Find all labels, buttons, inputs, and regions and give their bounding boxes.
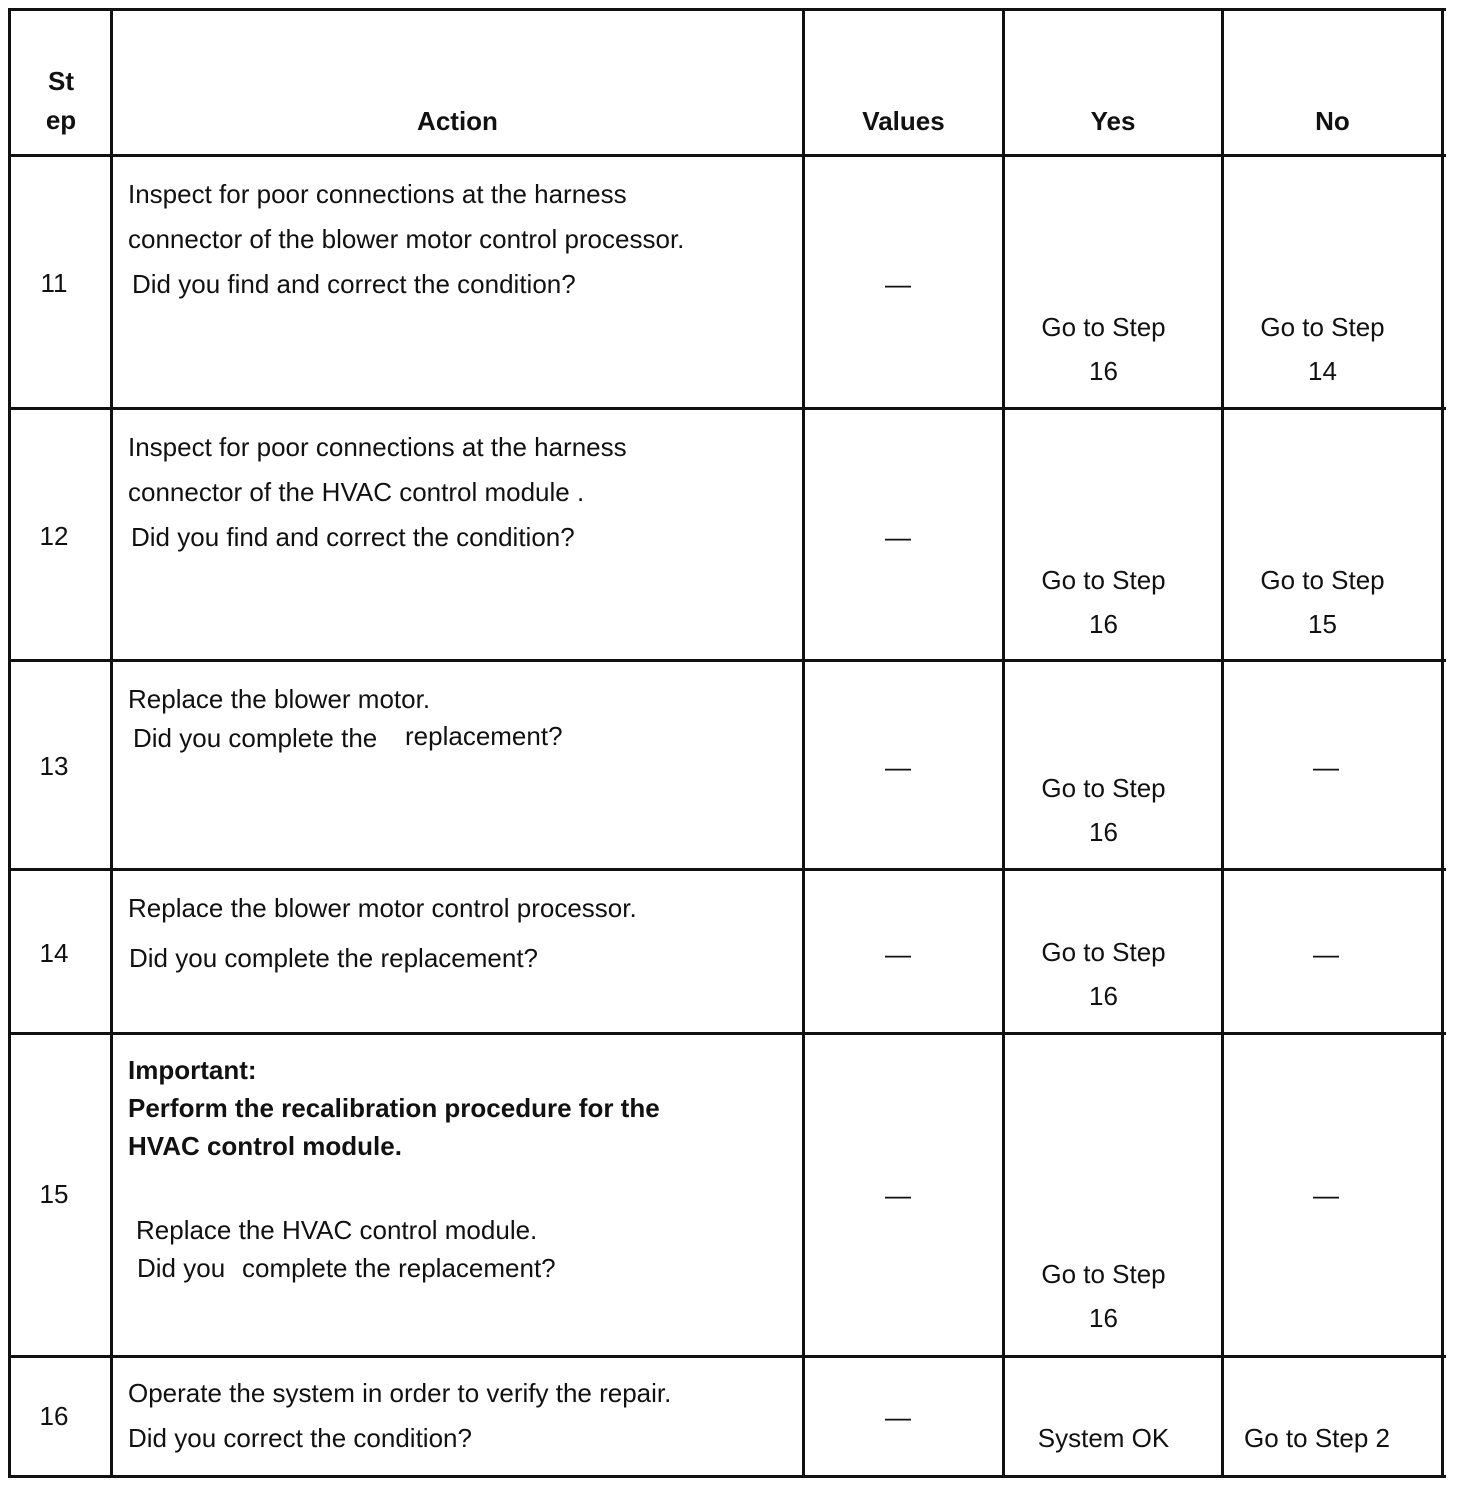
step-number: 13 <box>39 751 69 781</box>
yes-cell <box>1005 565 1202 639</box>
step-number: 16 <box>39 1401 69 1431</box>
important-text: Perform the recalibration procedure for the <box>128 1093 660 1123</box>
header-no: No <box>1315 106 1350 136</box>
yes-line: Go to Step <box>1041 937 1166 967</box>
no-cell <box>1224 565 1421 639</box>
grid-line <box>8 1032 1446 1035</box>
step-number: 11 <box>40 268 68 298</box>
header-values: Values <box>862 106 945 136</box>
important-label: Important: <box>128 1055 257 1085</box>
action-line: Replace the blower motor. <box>128 684 431 714</box>
action-line: complete the replacement? <box>242 1253 556 1283</box>
header-yes: Yes <box>1090 106 1136 136</box>
grid-line <box>1221 8 1224 1478</box>
yes-line: 16 <box>1089 356 1118 386</box>
yes-cell <box>1005 1259 1202 1333</box>
grid-line <box>1002 8 1005 1478</box>
action-line: Replace the blower motor control processor. <box>128 893 637 923</box>
action-line: Did you complete the replacement? <box>129 943 539 973</box>
action-line: Did you find and correct the condition? <box>132 269 576 299</box>
grid-line <box>1441 8 1444 1478</box>
grid-line <box>8 1475 1446 1478</box>
yes-line: 16 <box>1089 817 1118 847</box>
header-action: Action <box>417 106 498 136</box>
header-step <box>12 66 110 135</box>
action-line: Replace the HVAC control module. <box>136 1215 538 1245</box>
step-number: 14 <box>39 938 69 968</box>
action-line: Did you correct the condition? <box>128 1423 472 1453</box>
action-line: connector of the blower motor control processor. <box>128 224 685 254</box>
header-step-line2: ep <box>45 105 77 135</box>
yes-line: 16 <box>1089 609 1118 639</box>
yes-line: 16 <box>1089 981 1118 1011</box>
grid-line <box>8 659 1446 662</box>
yes-cell: System OK <box>1037 1423 1170 1453</box>
no-line: 15 <box>1308 609 1337 639</box>
no-cell: Go to Step 2 <box>1244 1423 1390 1453</box>
yes-line: Go to Step <box>1041 1259 1166 1289</box>
values-cell: — <box>885 752 911 782</box>
no-line: Go to Step <box>1260 565 1385 595</box>
yes-cell <box>1005 773 1202 847</box>
header-step-line1: St <box>48 66 74 96</box>
values-cell: — <box>885 522 911 552</box>
action-line: Did you complete the <box>133 723 378 753</box>
action-line: Inspect for poor connections at the harness <box>128 432 627 462</box>
step-number: 12 <box>39 521 69 551</box>
action-line: Operate the system in order to verify the repair. <box>128 1378 672 1408</box>
grid-line <box>110 8 113 1478</box>
yes-cell <box>1005 937 1202 1011</box>
action-line: Did you find and correct the condition? <box>131 522 575 552</box>
grid-line <box>8 8 1446 11</box>
no-cell: — <box>1313 752 1339 782</box>
yes-line: Go to Step <box>1041 773 1166 803</box>
values-cell: — <box>885 1180 911 1210</box>
yes-line: Go to Step <box>1041 565 1166 595</box>
grid-line <box>802 8 805 1478</box>
grid-line <box>8 154 1446 157</box>
no-cell <box>1224 312 1421 386</box>
grid-line <box>8 868 1446 871</box>
yes-line: 16 <box>1089 1303 1118 1333</box>
action-line: connector of the HVAC control module . <box>128 477 585 507</box>
no-cell: — <box>1313 939 1339 969</box>
action-line: replacement? <box>405 721 563 751</box>
values-cell: — <box>885 1402 911 1432</box>
grid-line <box>8 407 1446 410</box>
action-line: Inspect for poor connections at the harness <box>128 179 627 209</box>
no-line: Go to Step <box>1260 312 1385 342</box>
no-line: 14 <box>1308 356 1337 386</box>
yes-cell <box>1005 312 1202 386</box>
values-cell: — <box>885 939 911 969</box>
important-text: HVAC control module. <box>128 1131 402 1161</box>
grid-line <box>8 1355 1446 1358</box>
step-number: 15 <box>39 1179 69 1209</box>
action-line: Did you <box>137 1253 226 1283</box>
yes-line: Go to Step <box>1041 312 1166 342</box>
values-cell: — <box>885 269 911 299</box>
grid-line <box>8 8 11 1478</box>
no-cell: — <box>1313 1180 1339 1210</box>
